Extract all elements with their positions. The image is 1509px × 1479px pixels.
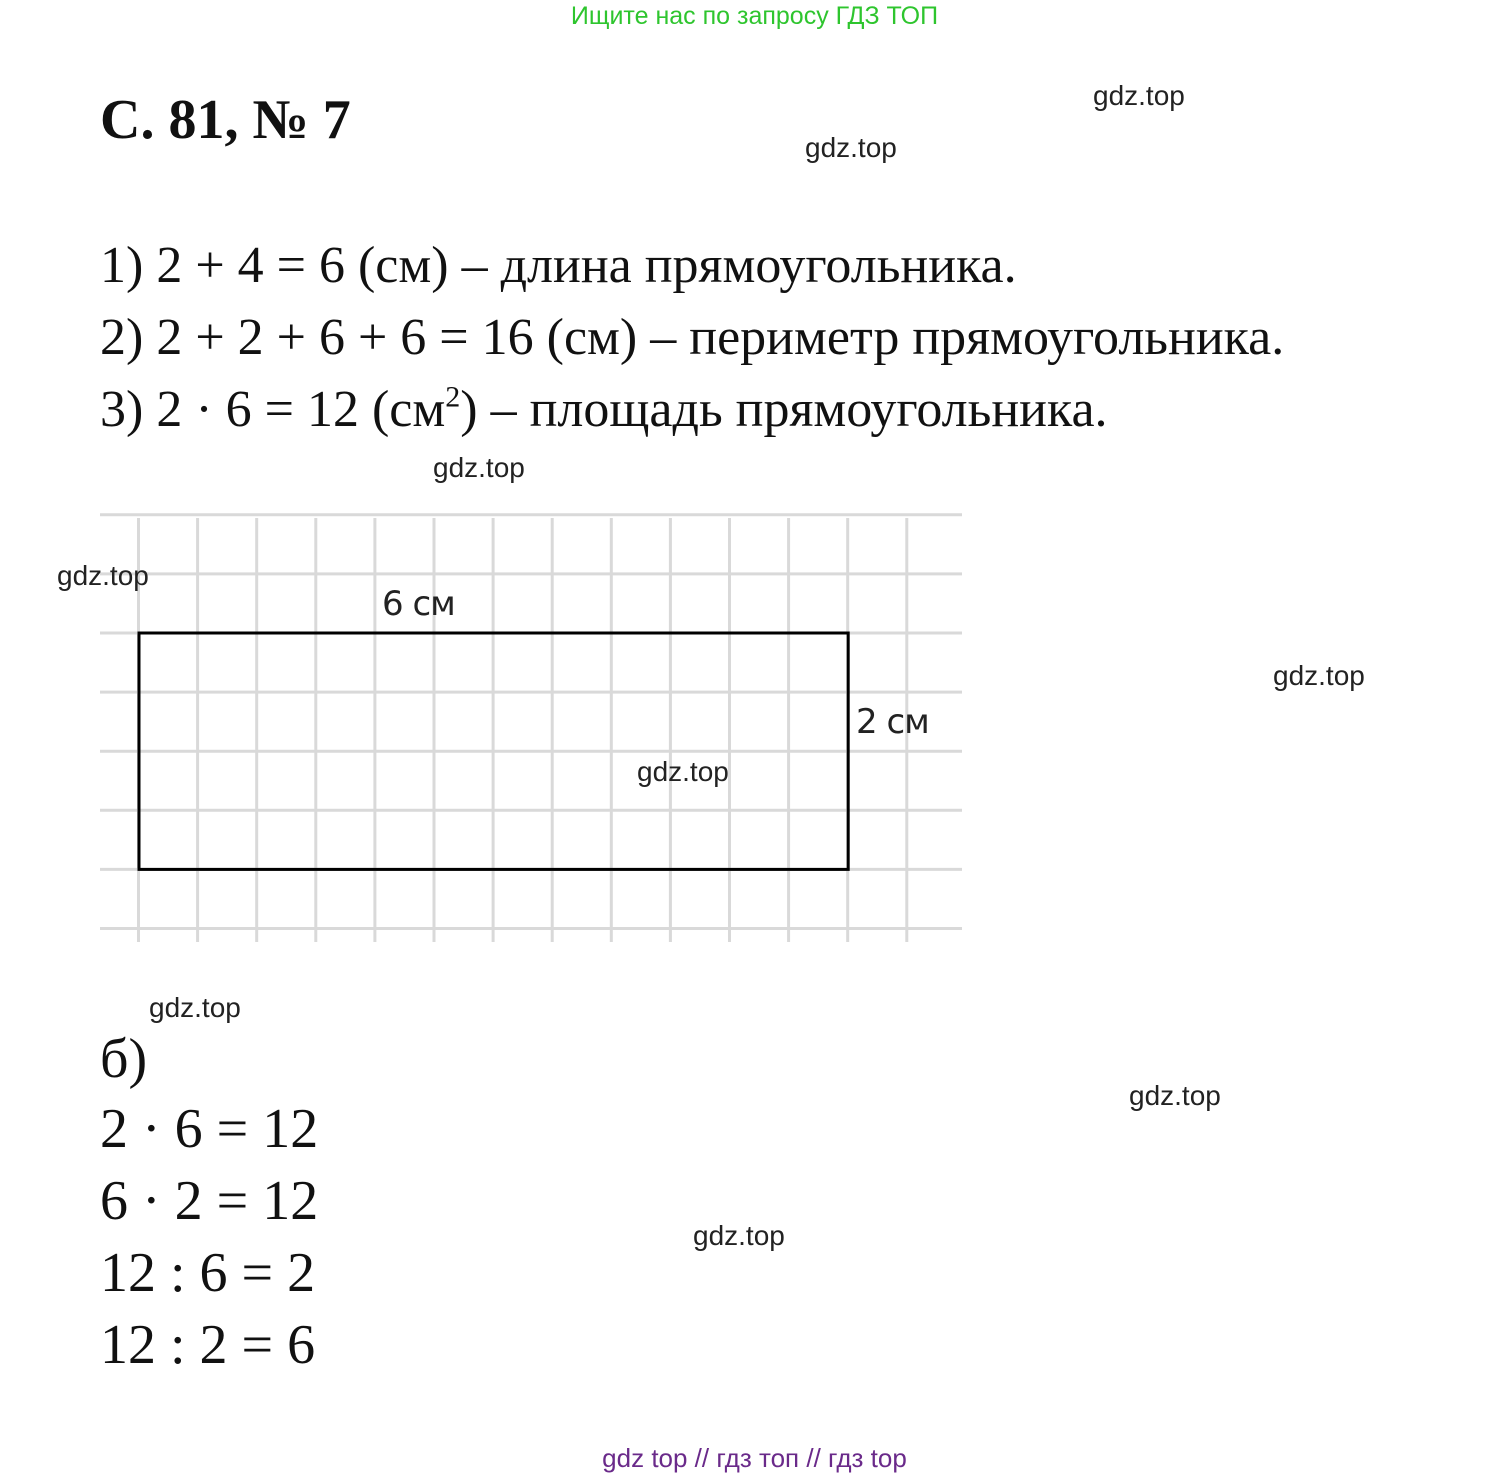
- part-b-equation-3: 12 : 6 = 2: [100, 1242, 316, 1304]
- solution-step-3-main: 3) 2 · 6 = 12 (см: [100, 381, 446, 438]
- watermark: gdz.top: [1273, 660, 1365, 691]
- solution-step-1: 1) 2 + 4 = 6 (см) – длина прямоугольника.: [100, 237, 1017, 294]
- search-banner: Ищите нас по запросу ГДЗ ТОП: [570, 2, 939, 30]
- watermark: gdz.top: [1129, 1080, 1221, 1111]
- watermark: gdz.top: [433, 452, 525, 483]
- watermark: gdz.top: [57, 560, 149, 591]
- watermark: gdz.top: [149, 992, 241, 1023]
- rectangle-width-label: 2 см: [856, 702, 929, 742]
- grid-lines: [100, 515, 962, 942]
- part-b-label: б): [100, 1028, 148, 1090]
- part-b-equation-4: 12 : 2 = 6: [100, 1314, 316, 1376]
- solution-step-3-exponent: 2: [445, 380, 461, 414]
- part-b-equation-2: 6 · 2 = 12: [100, 1170, 319, 1232]
- watermark: gdz.top: [1093, 80, 1185, 111]
- page-title: С. 81, № 7: [100, 89, 351, 151]
- part-b-equation-1: 2 · 6 = 12: [100, 1098, 319, 1160]
- watermark: gdz.top: [805, 132, 897, 163]
- footer-links: gdz top // гдз топ // гдз top: [602, 1443, 907, 1473]
- solution-step-2: 2) 2 + 2 + 6 + 6 = 16 (см) – периметр прямоугольника.: [100, 309, 1285, 366]
- watermark: gdz.top: [637, 756, 729, 787]
- solution-step-3-tail: ) – площадь прямоугольника.: [460, 381, 1108, 438]
- watermark: gdz.top: [693, 1220, 785, 1251]
- rectangle-length-label: 6 см: [382, 584, 455, 624]
